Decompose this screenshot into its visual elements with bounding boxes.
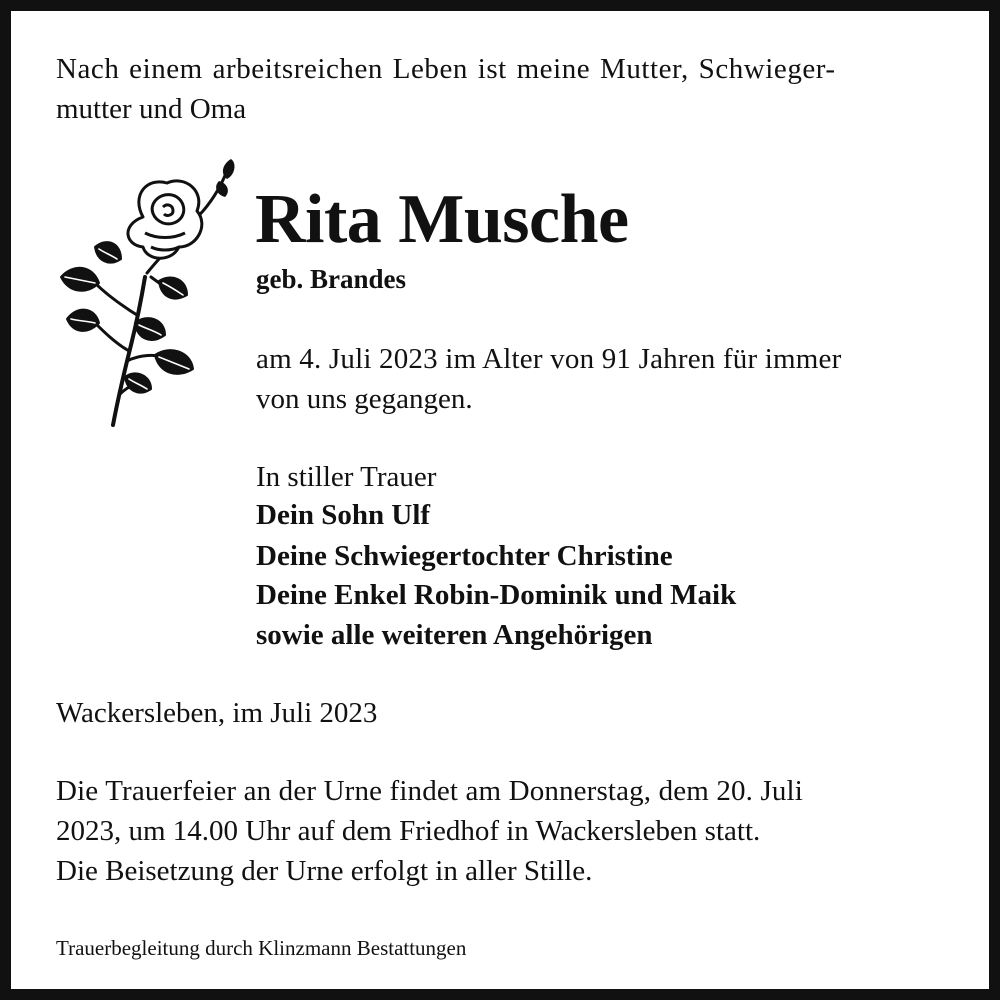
birth-name: geb. Brandes [256,264,407,294]
mourner-line: sowie alle weiteren Angehörigen [256,619,653,651]
rose-icon [55,155,237,429]
funeral-line: Die Beisetzung der Urne erfolgt in aller Stille. [56,855,593,887]
intro-line: mutter und Oma [56,93,247,125]
undertaker-credit: Trauerbegleitung durch Klinzmann Bestattungen [56,936,467,960]
funeral-line: 2023, um 14.00 Uhr auf dem Friedhof in Wackersleben statt. [56,815,761,847]
mourner-line: Deine Schwiegertochter Christine [256,540,673,572]
mourner-line: Dein Sohn Ulf [256,499,431,531]
deceased-name: Rita Musche [255,181,629,258]
death-line: am 4. Juli 2023 im Alter von 91 Jahren für immer [256,343,842,375]
intro-line: Nach einem arbeitsreichen Leben ist meine Mutter, Schwieger- [56,53,836,85]
death-line: von uns gegangen. [256,383,473,415]
funeral-line: Die Trauerfeier an der Urne findet am Donnerstag, dem 20. Juli [56,775,803,807]
mourner-line: Deine Enkel Robin-Dominik und Maik [256,579,737,611]
place-date: Wackersleben, im Juli 2023 [56,697,378,729]
mourning-phrase: In stiller Trauer [256,461,437,493]
